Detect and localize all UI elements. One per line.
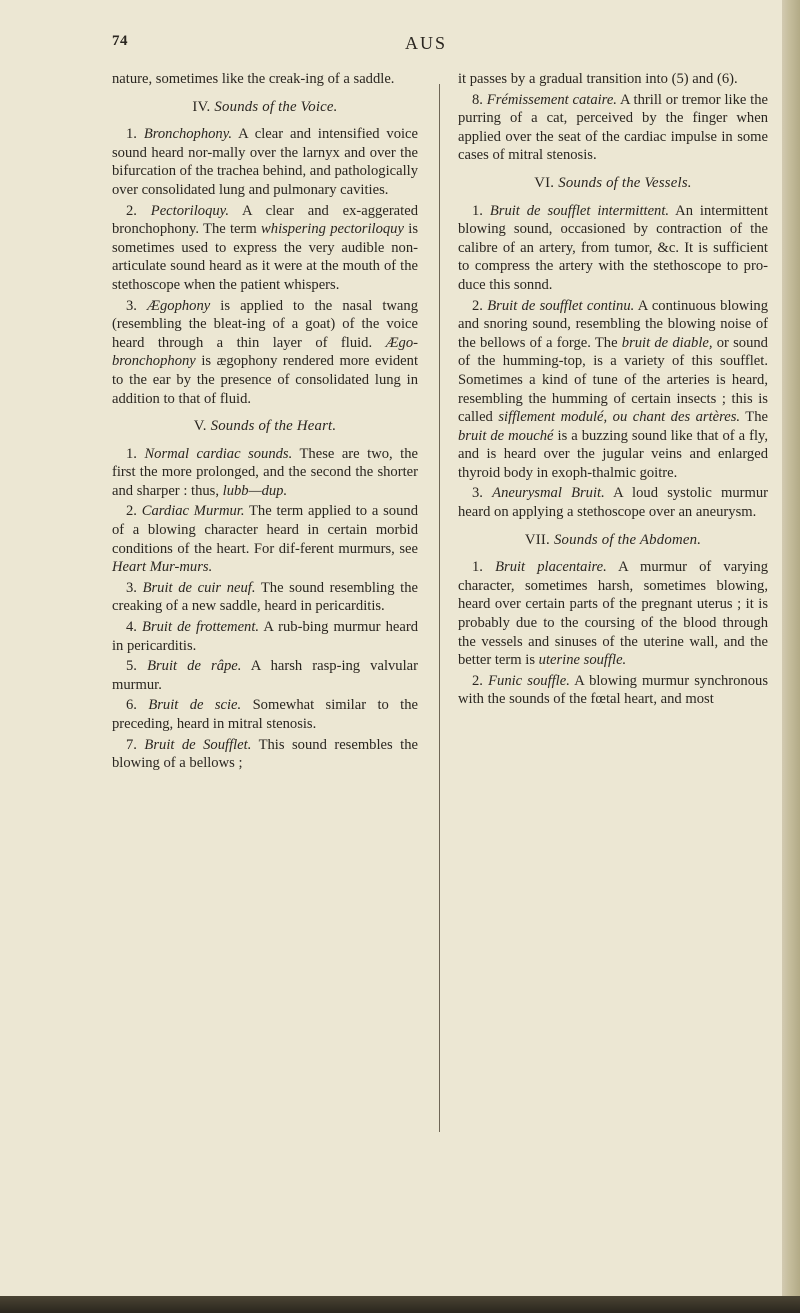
paragraph: 1. Bruit placentaire. A murmur of varying character, sometimes harsh, sometimes blowing, heard over certain parts of the pregnant uterus ; it is probably due to the coursing of the blood through the vessels and sinuses of the uterine wall, and the better term is uterine souffle. (458, 559, 769, 669)
paragraph: 8. Frémissement cataire. A thrill or tremor like the purring of a cat, perceived by the finger when applied over the seat of the cardiac impulse in some cases of mitral stenosis. (458, 91, 769, 164)
paragraph: 2. Funic souffle. A blowing murmur synchronous with the sounds of the fœtal heart, and most (458, 672, 768, 708)
paragraph: 4. Bruit de frottement. A rub-bing murmur heard in pericarditis. (112, 619, 418, 654)
paragraph: it passes by a gradual transition into (5) and (6). (458, 71, 738, 87)
running-head: AUS (405, 33, 448, 53)
paragraph: 3. Ægophony is applied to the nasal twang (resembling the bleat-ing of a goat) of the voice heard through a thin layer of fluid. Ægo-bronchophony is ægophony rendered more evident to the ear by the presence of consolidated lung in addition to that of fluid. (112, 297, 419, 407)
page-edge-bottom (0, 1296, 800, 1313)
section-heading: VI. Sounds of the Vessels. (534, 174, 692, 191)
paragraph: 1. Normal cardiac sounds. These are two, the first the more prolonged, and the second the shorter and sharper : thus, lubb—dup. (112, 445, 418, 499)
paragraph: 1. Bruit de soufflet intermittent. An intermittent blowing sound, occasioned by contraction of the calibre of an artery, from tumor, &c. It is sufficient to compress the artery with the stethoscope to pro-duce this sonnd. (458, 202, 768, 293)
paragraph: 6. Bruit de scie. Somewhat similar to the preceding, heard in mitral stenosis. (112, 697, 418, 732)
section-heading: V. Sounds of the Heart. (193, 418, 337, 435)
page-edge-right (782, 0, 800, 1313)
paragraph: 3. Aneurysmal Bruit. A loud systolic murmur heard on applying a stethoscope over an aneurysm. (458, 485, 769, 521)
paragraph: 1. Bronchophony. A clear and intensified voice sound heard nor-mally over the larnyx and over the bifurcation of the trachea behind, and pathologically over consolidated lung and pulmonary cavities. (112, 126, 418, 198)
right-column (458, 70, 768, 711)
paragraph: 2. Bruit de soufflet continu. A continuous blowing and snoring sound, resembling the blowing noise of the bellows of a forge. The bruit de diable, or sound of the humming-top, is a variety of this soufflet. Sometimes a kind of tune of the arteries is heard, resembling the humming of certain insects ; this is called sifflement modulé, ou chant des artères. The bruit de mouché is a buzzing sound like that of a fly, and is heard over the jugular veins and enlarged thyroid body in exoph-thalmic goitre. (458, 297, 768, 481)
paragraph: 2. Cardiac Murmur. The term applied to a sound of a blowing character heard in certain morbid conditions of the heart. For dif-ferent murmurs, see Heart Mur-murs. (112, 503, 418, 576)
paragraph: nature, sometimes like the creak-ing of a saddle. (112, 71, 395, 87)
paragraph: 7. Bruit de Soufflet. This sound resembles the blowing of a bellows ; (112, 736, 418, 772)
section-heading: IV. Sounds of the Voice. (192, 98, 338, 115)
paragraph: 2. Pectoriloquy. A clear and ex-aggerated bronchophony. The term whispering pectoriloquy is sometimes used to express the very audible non-articulate sound heard as it were at the mouth of the stethoscope when the patient whispers. (112, 202, 418, 293)
left-column (112, 70, 418, 775)
paragraph: 3. Bruit de cuir neuf. The sound resembling the creaking of a new saddle, heard in pericarditis. (112, 579, 418, 615)
section-heading: VII. Sounds of the Abdomen. (524, 531, 702, 548)
page-number: 74 (112, 33, 128, 49)
paragraph: 5. Bruit de râpe. A harsh rasp-ing valvular murmur. (112, 658, 418, 693)
column-divider (439, 84, 440, 1132)
